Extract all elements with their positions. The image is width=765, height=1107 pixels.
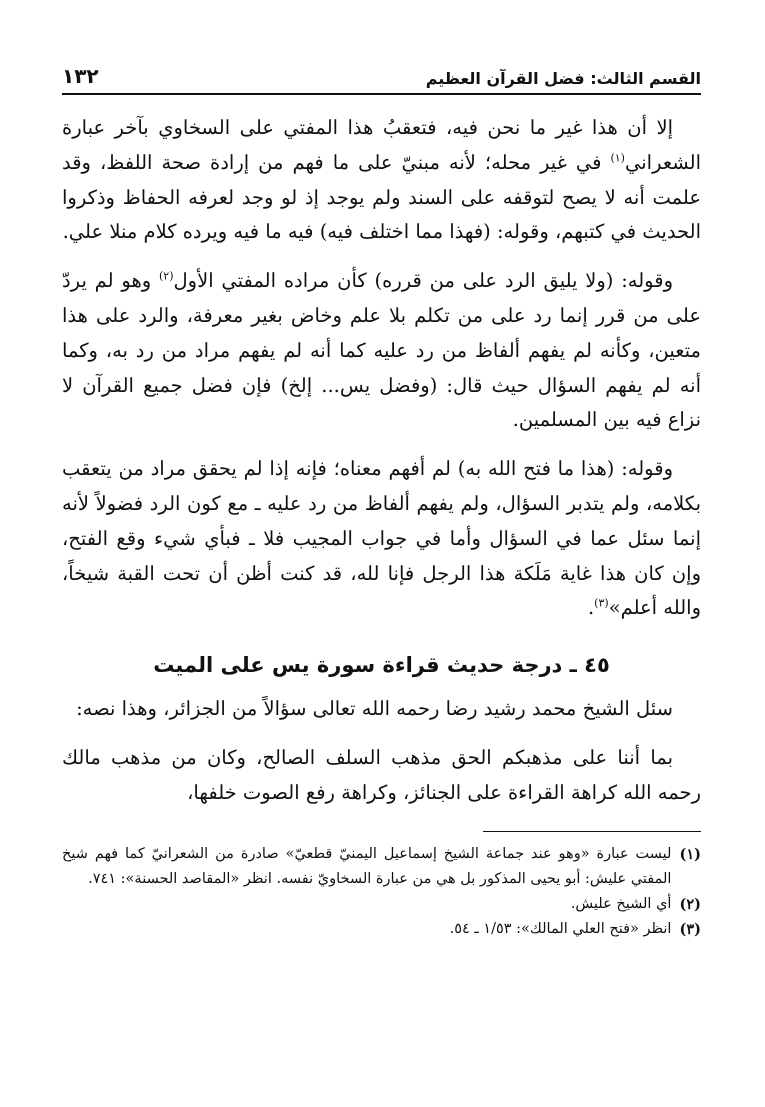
footnote-number: (٣) (679, 920, 701, 938)
footnote-marker-1: (١) (610, 151, 625, 165)
footnote-number: (٢) (679, 895, 701, 913)
header-rule (62, 93, 701, 95)
page-number: ١٣٢ (62, 64, 99, 88)
section-heading: ٤٥ ـ درجة حديث قراءة سورة يس على الميت (153, 653, 610, 678)
section-paragraph-2: بما أننا على مذهبكم الحق مذهب السلف الصالح، وكان من مذهب مالك رحمه الله كراهة القراءة على الجنائز، وكراهة رفع الصوت خلفها، (62, 745, 701, 804)
footnote-marker-2: (٢) (158, 269, 174, 283)
footnote-number: (١) (679, 845, 701, 863)
footnote-text: انظر «فتح العلي المالك»: ١/٥٣ ـ ٥٤. (449, 920, 672, 937)
page-header (62, 56, 701, 88)
footnote-marker-3: (٣) (594, 596, 609, 610)
paragraph-1 (62, 111, 701, 250)
footnote-2 (62, 892, 701, 917)
paragraph-text: في غير محله؛ لأنه مبنيّ على ما فهم من إرادة صحة اللفظ، وقد علمت أنه لا يصح لتوقفه على السند ولم يوجد إذ لو وجد لعرفه الحفاظ وذكروا الحديث في كتبهم، وقوله: (فهذا مما اختلف فيه) فيه ما فيه ويرده كلام منلا علي. (62, 150, 701, 244)
paragraph-text: وهو لم يردّ على من قرر إنما رد على من تكلم بلا علم وخاض بغير معرفة، والرد على هذا متعين، وكأنه لم يفهم ألفاظ من رد عليه كما أنه لم يفهم مراد من رد به، وكما أنه لم يفهم السؤال حيث قال: (وفضل يس... إلخ) فإن فضل جميع القرآن لا نزاع فيه بين المسلمين. (62, 269, 701, 432)
paragraph-text: إلا أن هذا غير ما نحن فيه، فتعقبُ هذا المفتي على السخاوي بآخر عبارة الشعراني (62, 116, 701, 174)
running-title: القسم الثالث: فضل القرآن العظيم (425, 69, 701, 88)
paragraph-2 (62, 264, 701, 438)
footnote-3 (62, 917, 701, 942)
paragraph-text: وقوله: (هذا ما فتح الله به) لم أفهم معناه؛ فإنه إذا لم يحقق مراد من يتعقب بكلامه، ولم يتدبر السؤال، ولم يفهم ألفاظ من رد عليه ـ مع كون الرد فضولاً لأنه إنما سئل عما في السؤال وأما في جواب المجيب فلا ـ فبأي شيء وقع الفتح، وإن كان هذا غاية مَلَكة هذا الرجل فإنا لله، قد كنت أظن أن تحت القبة شيخاً، والله أعلم» (62, 457, 701, 620)
footnote-rule (483, 831, 701, 832)
footnotes (62, 842, 701, 942)
paragraph-3 (62, 452, 701, 626)
section-paragraph-1: سئل الشيخ محمد رشيد رضا رحمه الله تعالى سؤالاً من الجزائر، وهذا نصه: (76, 697, 673, 721)
footnote-1 (62, 842, 701, 892)
paragraph-text: . (587, 596, 595, 620)
page-body (62, 111, 701, 811)
paragraph-text: وقوله: (ولا يليق الرد على من قرره) كأن مراده المفتي الأول (173, 269, 673, 293)
footnote-text: ليست عبارة «وهو عند جماعة الشيخ إسماعيل اليمنيّ قطعيّ» صادرة من الشعرانيّ كما فهم شيخ المفتي عليش: أبو يحيى المذكور بل هي من عبارة السخاويّ نفسه. انظر «المقاصد الحسنة»: ٧٤١. (62, 845, 672, 887)
footnote-text: أي الشيخ عليش. (570, 895, 672, 912)
